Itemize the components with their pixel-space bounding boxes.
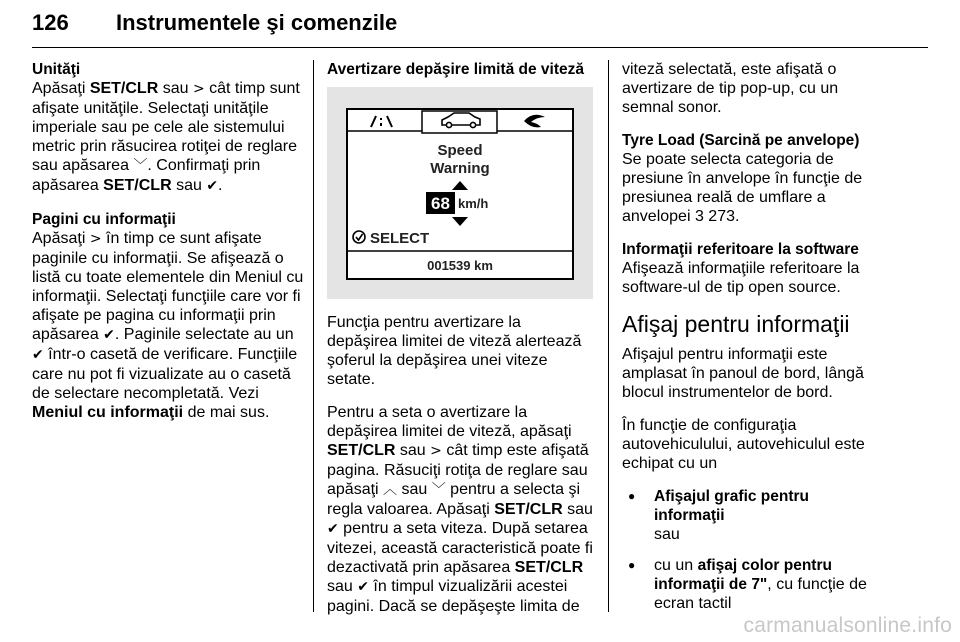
set-clr-label: SET/CLR	[103, 177, 172, 194]
info-display-para-1: Afişajul pentru informaţii este amplasat în panoul de bord, lângă blocul instrumentelor de bord.	[622, 346, 864, 401]
pages-heading: Pagini cu informaţii	[32, 211, 176, 228]
watermark: carmanualsonline.info	[743, 614, 952, 637]
chevron-up-icon: ︿	[383, 482, 398, 498]
column-divider	[608, 60, 609, 612]
text: Apăsaţi	[32, 230, 90, 247]
pages-section	[32, 210, 304, 422]
text: sau	[395, 442, 431, 459]
page-number: 126	[32, 10, 69, 35]
speed-warning-heading: Avertizare depăşire limită de viteză	[327, 61, 585, 78]
set-clr-label: SET/CLR	[327, 442, 396, 459]
software-info-section	[622, 240, 882, 297]
text: Apăsaţi	[32, 80, 90, 97]
chevron-down-icon: ﹀	[431, 482, 446, 498]
display-line-warning: Warning	[430, 160, 490, 177]
column-divider	[313, 60, 314, 612]
text: de mai sus.	[183, 404, 270, 421]
text: sau	[171, 177, 207, 194]
display-frame	[347, 109, 573, 279]
units-heading: Unităţi	[32, 61, 81, 78]
set-clr-label: SET/CLR	[89, 80, 159, 97]
display-illustration	[327, 87, 593, 299]
column-2	[327, 60, 593, 630]
column-1	[32, 60, 304, 436]
text: sau	[397, 481, 432, 498]
list-item	[622, 487, 882, 544]
text: cu un	[654, 557, 698, 574]
select-label: SELECT	[370, 230, 430, 247]
text: . Confirmaţi prin apăsarea	[32, 157, 261, 194]
menu-reference: Meniul cu informaţii	[32, 404, 184, 421]
text: Se poate selecta categoria de presiune în anvelope în funcţie de presiunea reală de umflare a anvelopei	[622, 151, 863, 225]
text: într-o casetă de verificare. Funcţiile care nu pot fi vizualizate au o casetă de selectare necompletată. Vezi	[32, 346, 298, 402]
section-heading: Afişaj pentru informaţii	[622, 311, 850, 337]
software-info-heading: Informaţii referitoare la software	[622, 241, 859, 258]
text: .	[735, 208, 740, 225]
column-3	[622, 60, 882, 625]
checkmark-icon: ✔	[206, 178, 219, 194]
text: sau	[562, 501, 593, 518]
text: , cu funcţie de ecran tactil	[654, 576, 867, 612]
text: Afişează informaţiile referitoare la software-ul de tip open source.	[622, 260, 860, 296]
text: pentru a seta viteza. După setarea vitezei, această caracteristică poate fi dezactivată prin apăsarea	[327, 520, 593, 576]
checkmark-icon: ✔	[32, 347, 44, 363]
tyre-load-section	[622, 131, 882, 226]
checkmark-icon: ✔	[327, 521, 339, 537]
info-display-para-2: În funcţie de configuraţia autovehiculului, autovehiculul este echipat cu un	[622, 417, 865, 472]
text: cât timp este afişată pagina. Răsuciţi rotiţa de reglare sau apăsaţi	[327, 442, 589, 498]
bullet-bold: Afişajul grafic pentru informaţii	[654, 488, 810, 524]
speed-value: 68	[431, 194, 450, 213]
page-reference: 3 273	[694, 208, 735, 225]
speed-warning-intro: Funcţia pentru avertizare la depăşirea limitei de viteză alertează şoferul la depăşirea unei viteze setate.	[327, 314, 582, 388]
units-section	[32, 60, 304, 196]
text: în timpul vizualizării acestei pagini. Dacă se depăşeşte limita de	[327, 578, 580, 615]
chevron-right-icon: >	[89, 231, 102, 247]
page-title: Instrumentele şi comenzile	[116, 10, 398, 35]
text: cât timp sunt afişate unităţile. Selectaţi unităţile imperiale sau pe cele ale sistemului metric prin răsucirea rotiţei de reglare sau apăsarea	[32, 80, 300, 174]
set-clr-label: SET/CLR	[514, 559, 584, 576]
text: . Paginile selectate au un	[114, 326, 294, 343]
driver-info-display	[327, 87, 593, 299]
speed-warning-instructions	[327, 403, 593, 616]
speed-unit: km/h	[458, 196, 489, 211]
list-item	[622, 556, 882, 613]
odometer: 001539 km	[427, 258, 493, 273]
text: .	[218, 177, 223, 194]
text: sau	[327, 578, 358, 595]
page-header	[32, 8, 928, 48]
text: Pentru a seta o avertizare la depăşirea limitei de viteză, apăsaţi	[327, 404, 572, 440]
speed-warning-continuation: viteză selectată, este afişată o avertizare de tip pop-up, cu un semnal sonor.	[622, 61, 839, 116]
set-clr-label: SET/CLR	[494, 501, 563, 518]
text: în timp ce sunt afişate paginile cu informaţii. Se afişează o listă cu toate elementele din Meniul cu informaţii. Selectaţi funcţiile care vor fi afişate pe pagina cu informaţii prin apăsarea	[32, 230, 304, 343]
display-line-speed: Speed	[437, 142, 483, 159]
chevron-right-icon: >	[430, 443, 442, 459]
display-type-list	[622, 487, 882, 613]
text: sau	[158, 80, 193, 97]
active-tab	[422, 111, 497, 133]
bullet-bold: afişaj color pentru informaţii de 7"	[654, 557, 832, 593]
chevron-right-icon: >	[192, 81, 205, 97]
chevron-down-icon: ﹀	[133, 158, 148, 174]
bullet-after: sau	[654, 526, 680, 543]
tyre-load-heading: Tyre Load (Sarcină pe anvelope)	[622, 132, 860, 149]
text: pentru a selecta şi regla valoarea. Apăsaţi	[327, 481, 581, 518]
checkmark-icon: ✔	[357, 579, 369, 595]
checkmark-icon: ✔	[103, 327, 115, 343]
